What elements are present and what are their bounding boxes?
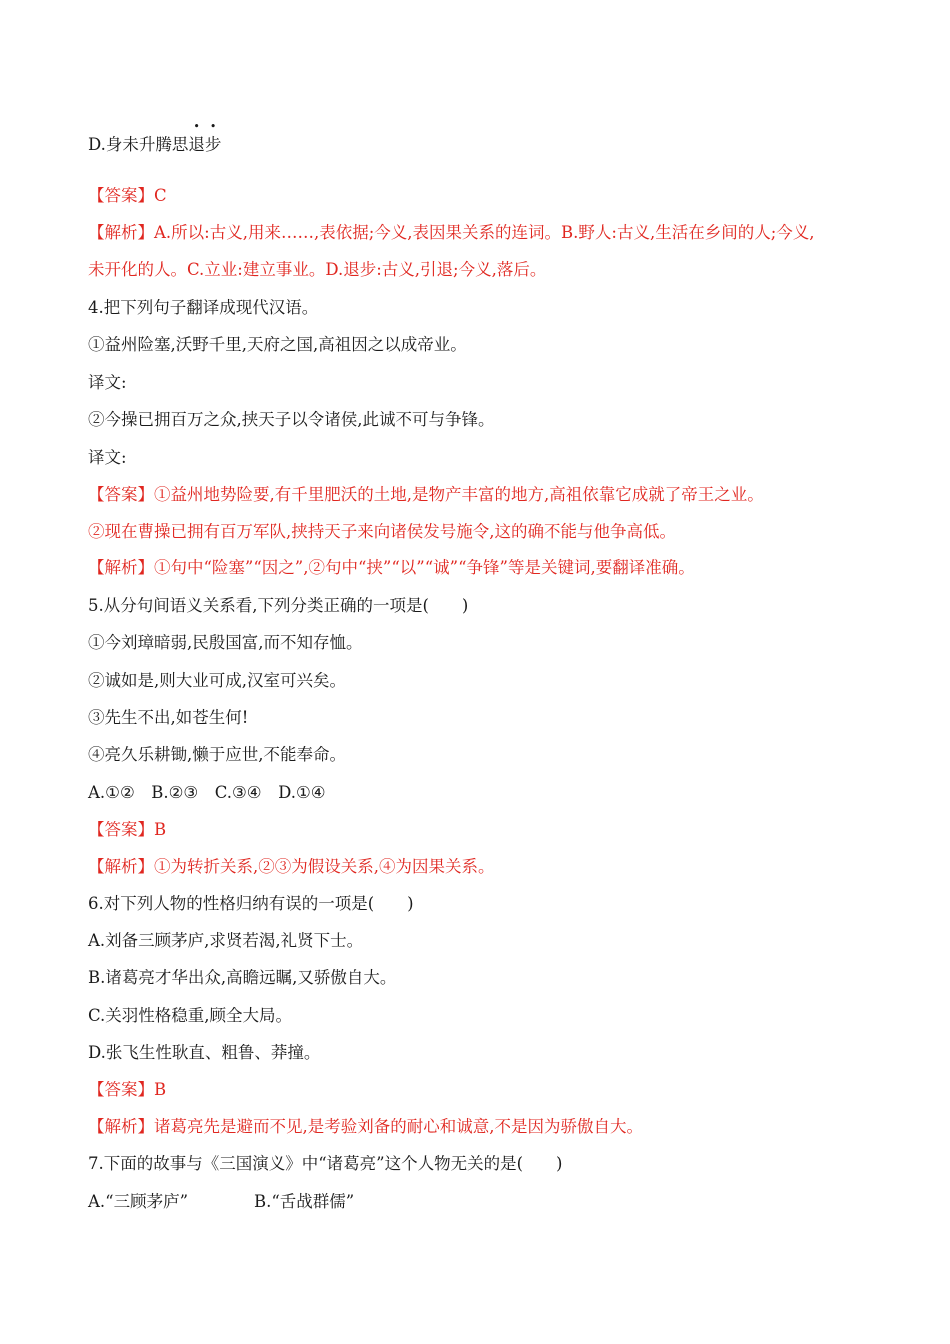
q6-option-b: B.诸葛亮才华出众,高瞻远瞩,又骄傲自大。 [88, 968, 397, 987]
q7-option-b: B.“舌战群儒” [254, 1192, 355, 1211]
emphasis-dot-char: 步 [204, 135, 222, 154]
q6-answer: 【答案】B [88, 1080, 167, 1099]
q5-answer: 【答案】B [88, 820, 167, 839]
q3-option-d [88, 134, 910, 156]
q5-stem: 5.从分句间语义关系看,下列分类正确的一项是( ) [88, 596, 469, 615]
q5-item-4: ④亮久乐耕锄,懒于应世,不能奉命。 [88, 745, 346, 764]
q6-option-d: D.张飞生性耿直、粗鲁、莽撞。 [88, 1043, 321, 1062]
q4-stem: 4.把下列句子翻译成现代汉语。 [88, 298, 319, 317]
q6-option-c: C.关羽性格稳重,顾全大局。 [88, 1006, 293, 1025]
q5-item-2: ②诚如是,则大业可成,汉室可兴矣。 [88, 671, 346, 690]
q5-item-3: ③先生不出,如苍生何! [88, 708, 249, 727]
q3-answer: 【答案】C [88, 186, 167, 205]
q4-answer-line-2: ②现在曹操已拥有百万军队,挟持天子来向诸侯发号施令,这的确不能与他争高低。 [88, 522, 676, 541]
q3-analysis-line-2: 未开化的人。C.立业:建立事业。D.退步:古义,引退;今义,落后。 [88, 260, 547, 279]
q4-translate-label-2: 译文: [88, 448, 127, 467]
q3-analysis-line-1: 【解析】A.所以:古义,用来……,表依据;今义,表因果关系的连词。B.野人:古义,生活在乡间的人;今义, [88, 223, 815, 242]
q6-option-a: A.刘备三顾茅庐,求贤若渴,礼贤下士。 [88, 931, 364, 950]
q6-stem: 6.对下列人物的性格归纳有误的一项是( ) [88, 894, 414, 913]
q7-option-a: A.“三顾茅庐” [88, 1192, 189, 1211]
q4-sentence-1: ①益州险塞,沃野千里,天府之国,高祖因之以成帝业。 [88, 335, 467, 354]
q7-stem: 7.下面的故事与《三国演义》中“诸葛亮”这个人物无关的是( ) [88, 1154, 563, 1173]
q5-item-1: ①今刘璋暗弱,民殷国富,而不知存恤。 [88, 633, 363, 652]
emphasis-dot-char: 退 [188, 135, 205, 154]
q4-translate-label-1: 译文: [88, 373, 127, 392]
q7-options [88, 1191, 910, 1213]
q4-sentence-2: ②今操已拥百万之众,挟天子以令诸侯,此诚不可与争锋。 [88, 410, 495, 429]
q6-analysis: 【解析】诸葛亮先是避而不见,是考验刘备的耐心和诚意,不是因为骄傲自大。 [88, 1117, 643, 1136]
q4-analysis: 【解析】①句中“险塞”“因之”,②句中“挟”“以”“诚”“争锋”等是关键词,要翻译准确。 [88, 558, 695, 577]
q3-option-d-prefix: D.身未升腾思 [88, 135, 189, 154]
q4-answer-line-1: 【答案】①益州地势险要,有千里肥沃的土地,是物产丰富的地方,高祖依靠它成就了帝王之业。 [88, 485, 764, 504]
q5-options: A.①② B.②③ C.③④ D.①④ [88, 783, 326, 802]
q5-analysis: 【解析】①为转折关系,②③为假设关系,④为因果关系。 [88, 857, 495, 876]
